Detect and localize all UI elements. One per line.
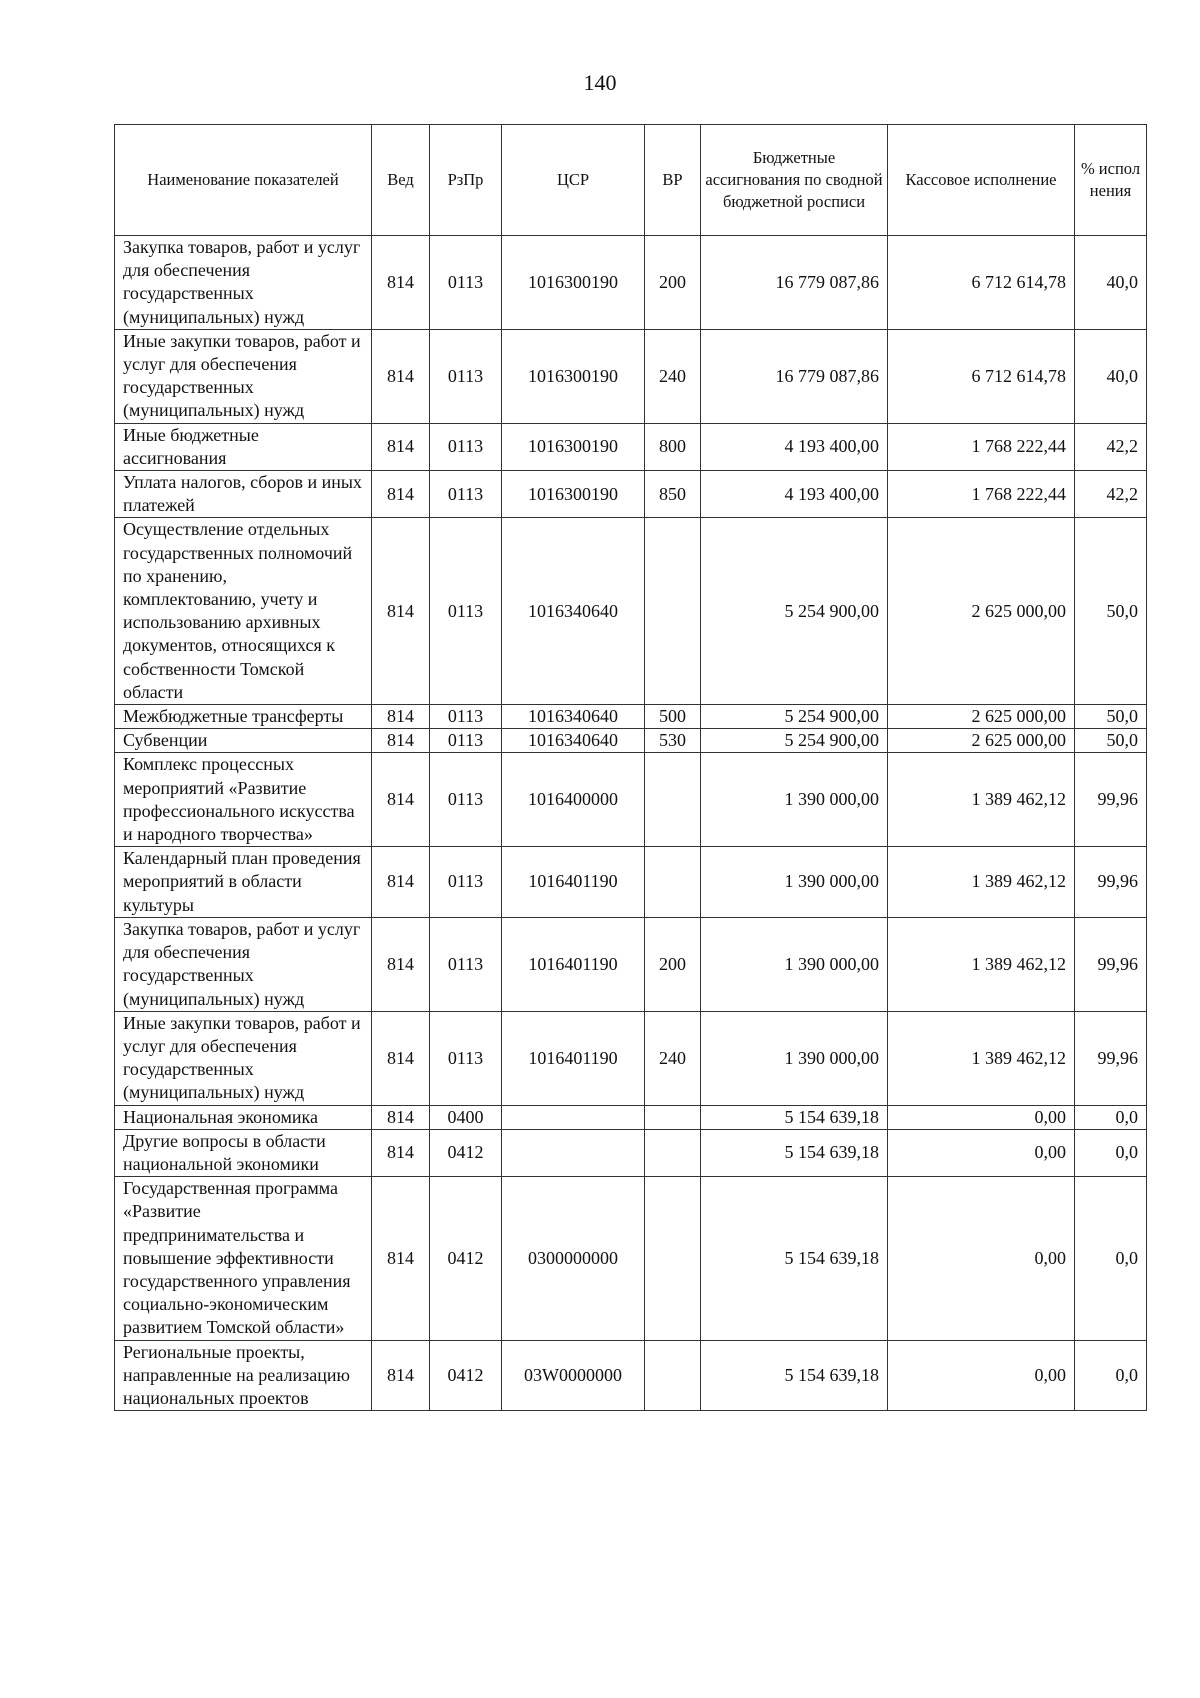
row-pct: 40,0	[1075, 329, 1147, 423]
row-cash: 0,00	[888, 1177, 1075, 1340]
row-ved: 814	[372, 1177, 430, 1340]
budget-execution-table	[114, 124, 1147, 1411]
row-budget: 16 779 087,86	[701, 329, 888, 423]
row-csr: 1016401190	[502, 847, 645, 918]
row-csr: 1016401190	[502, 1011, 645, 1105]
row-rzpr: 0113	[430, 236, 502, 330]
row-csr: 1016340640	[502, 729, 645, 753]
header-vr: ВР	[645, 125, 701, 236]
row-ved: 814	[372, 471, 430, 518]
table-row	[115, 329, 1147, 423]
row-ved: 814	[372, 753, 430, 847]
row-cash: 1 768 222,44	[888, 471, 1075, 518]
row-ved: 814	[372, 1129, 430, 1176]
row-cash: 1 389 462,12	[888, 847, 1075, 918]
row-ved: 814	[372, 329, 430, 423]
row-rzpr: 0400	[430, 1105, 502, 1129]
row-csr: 1016300190	[502, 471, 645, 518]
row-csr: 1016340640	[502, 518, 645, 705]
row-csr: 1016401190	[502, 917, 645, 1011]
row-budget: 16 779 087,86	[701, 236, 888, 330]
row-pct: 42,2	[1075, 471, 1147, 518]
row-ved: 814	[372, 1340, 430, 1411]
row-name: Государственная программа «Развитие предпринимательства и повышение эффективности государственного управления социально-экономическим развитием Томской области»	[115, 1177, 372, 1340]
table-row	[115, 753, 1147, 847]
table-row	[115, 729, 1147, 753]
row-cash: 2 625 000,00	[888, 705, 1075, 729]
row-pct: 99,96	[1075, 847, 1147, 918]
row-vr: 850	[645, 471, 701, 518]
header-rzpr: РзПр	[430, 125, 502, 236]
table-row	[115, 1340, 1147, 1411]
row-csr: 0300000000	[502, 1177, 645, 1340]
row-budget: 1 390 000,00	[701, 753, 888, 847]
row-vr	[645, 1129, 701, 1176]
row-pct: 40,0	[1075, 236, 1147, 330]
row-rzpr: 0113	[430, 423, 502, 470]
header-ved: Вед	[372, 125, 430, 236]
row-vr: 240	[645, 1011, 701, 1105]
row-cash: 1 768 222,44	[888, 423, 1075, 470]
row-cash: 2 625 000,00	[888, 729, 1075, 753]
row-pct: 42,2	[1075, 423, 1147, 470]
row-pct: 0,0	[1075, 1129, 1147, 1176]
row-vr: 200	[645, 236, 701, 330]
row-pct: 50,0	[1075, 729, 1147, 753]
row-cash: 2 625 000,00	[888, 518, 1075, 705]
row-vr: 530	[645, 729, 701, 753]
header-csr: ЦСР	[502, 125, 645, 236]
row-budget: 1 390 000,00	[701, 847, 888, 918]
row-budget: 5 254 900,00	[701, 729, 888, 753]
row-pct: 99,96	[1075, 753, 1147, 847]
row-rzpr: 0113	[430, 917, 502, 1011]
row-rzpr: 0113	[430, 753, 502, 847]
header-name: Наименование показателей	[115, 125, 372, 236]
table-row	[115, 1177, 1147, 1340]
row-name: Иные бюджетные ассигнования	[115, 423, 372, 470]
row-vr	[645, 753, 701, 847]
row-rzpr: 0113	[430, 847, 502, 918]
row-budget: 5 154 639,18	[701, 1340, 888, 1411]
row-vr: 200	[645, 917, 701, 1011]
page-number: 140	[583, 70, 617, 95]
row-csr: 03W0000000	[502, 1340, 645, 1411]
row-name: Другие вопросы в области национальной экономики	[115, 1129, 372, 1176]
row-name: Закупка товаров, работ и услуг для обеспечения государственных (муниципальных) нужд	[115, 917, 372, 1011]
row-cash: 6 712 614,78	[888, 236, 1075, 330]
row-name: Субвенции	[115, 729, 372, 753]
row-budget: 5 154 639,18	[701, 1129, 888, 1176]
table-row	[115, 1011, 1147, 1105]
row-vr: 800	[645, 423, 701, 470]
row-name: Национальная экономика	[115, 1105, 372, 1129]
row-rzpr: 0113	[430, 729, 502, 753]
table-row	[115, 917, 1147, 1011]
row-rzpr: 0113	[430, 471, 502, 518]
row-name: Иные закупки товаров, работ и услуг для обеспечения государственных (муниципальных) нужд	[115, 329, 372, 423]
row-name: Комплекс процессных мероприятий «Развитие профессионального искусства и народного творчества»	[115, 753, 372, 847]
row-ved: 814	[372, 423, 430, 470]
header-pct: % испол нения	[1075, 125, 1147, 236]
table-row	[115, 705, 1147, 729]
row-budget: 5 254 900,00	[701, 518, 888, 705]
row-budget: 5 154 639,18	[701, 1177, 888, 1340]
row-ved: 814	[372, 917, 430, 1011]
table-row	[115, 1105, 1147, 1129]
table-row	[115, 1129, 1147, 1176]
row-ved: 814	[372, 1105, 430, 1129]
row-cash: 0,00	[888, 1105, 1075, 1129]
row-budget: 5 154 639,18	[701, 1105, 888, 1129]
row-ved: 814	[372, 1011, 430, 1105]
row-csr	[502, 1105, 645, 1129]
row-name: Межбюджетные трансферты	[115, 705, 372, 729]
row-pct: 50,0	[1075, 518, 1147, 705]
row-cash: 1 389 462,12	[888, 753, 1075, 847]
row-rzpr: 0412	[430, 1340, 502, 1411]
row-ved: 814	[372, 518, 430, 705]
row-rzpr: 0412	[430, 1177, 502, 1340]
row-csr: 1016300190	[502, 329, 645, 423]
row-pct: 0,0	[1075, 1340, 1147, 1411]
row-vr	[645, 518, 701, 705]
row-csr: 1016340640	[502, 705, 645, 729]
row-csr: 1016300190	[502, 423, 645, 470]
table-row	[115, 847, 1147, 918]
row-csr: 1016300190	[502, 236, 645, 330]
table-row	[115, 236, 1147, 330]
row-pct: 99,96	[1075, 1011, 1147, 1105]
row-ved: 814	[372, 705, 430, 729]
row-pct: 99,96	[1075, 917, 1147, 1011]
row-vr	[645, 1105, 701, 1129]
row-name: Региональные проекты, направленные на реализацию национальных проектов	[115, 1340, 372, 1411]
row-vr	[645, 1340, 701, 1411]
row-budget: 4 193 400,00	[701, 423, 888, 470]
table-body	[115, 236, 1147, 1411]
row-budget: 5 254 900,00	[701, 705, 888, 729]
row-csr	[502, 1129, 645, 1176]
table-row	[115, 471, 1147, 518]
row-rzpr: 0412	[430, 1129, 502, 1176]
row-cash: 6 712 614,78	[888, 329, 1075, 423]
row-vr: 500	[645, 705, 701, 729]
row-vr	[645, 847, 701, 918]
row-pct: 0,0	[1075, 1105, 1147, 1129]
row-budget: 1 390 000,00	[701, 917, 888, 1011]
row-csr: 1016400000	[502, 753, 645, 847]
row-name: Уплата налогов, сборов и иных платежей	[115, 471, 372, 518]
row-pct: 0,0	[1075, 1177, 1147, 1340]
row-name: Иные закупки товаров, работ и услуг для обеспечения государственных (муниципальных) нужд	[115, 1011, 372, 1105]
row-pct: 50,0	[1075, 705, 1147, 729]
row-rzpr: 0113	[430, 1011, 502, 1105]
header-budget: Бюджетные ассигнования по сводной бюджетной росписи	[701, 125, 888, 236]
table-row	[115, 518, 1147, 705]
row-ved: 814	[372, 729, 430, 753]
row-ved: 814	[372, 236, 430, 330]
header-cash: Кассовое исполнение	[888, 125, 1075, 236]
table-row	[115, 423, 1147, 470]
row-name: Календарный план проведения мероприятий в области культуры	[115, 847, 372, 918]
row-name: Осуществление отдельных государственных полномочий по хранению, комплектованию, учету и использованию архивных документов, относящихся к собственности Томской области	[115, 518, 372, 705]
row-vr: 240	[645, 329, 701, 423]
row-budget: 4 193 400,00	[701, 471, 888, 518]
row-cash: 1 389 462,12	[888, 917, 1075, 1011]
row-cash: 0,00	[888, 1129, 1075, 1176]
table-header-row	[115, 125, 1147, 236]
row-rzpr: 0113	[430, 705, 502, 729]
row-rzpr: 0113	[430, 518, 502, 705]
row-ved: 814	[372, 847, 430, 918]
row-name: Закупка товаров, работ и услуг для обеспечения государственных (муниципальных) нужд	[115, 236, 372, 330]
row-rzpr: 0113	[430, 329, 502, 423]
row-cash: 1 389 462,12	[888, 1011, 1075, 1105]
row-cash: 0,00	[888, 1340, 1075, 1411]
row-budget: 1 390 000,00	[701, 1011, 888, 1105]
row-vr	[645, 1177, 701, 1340]
